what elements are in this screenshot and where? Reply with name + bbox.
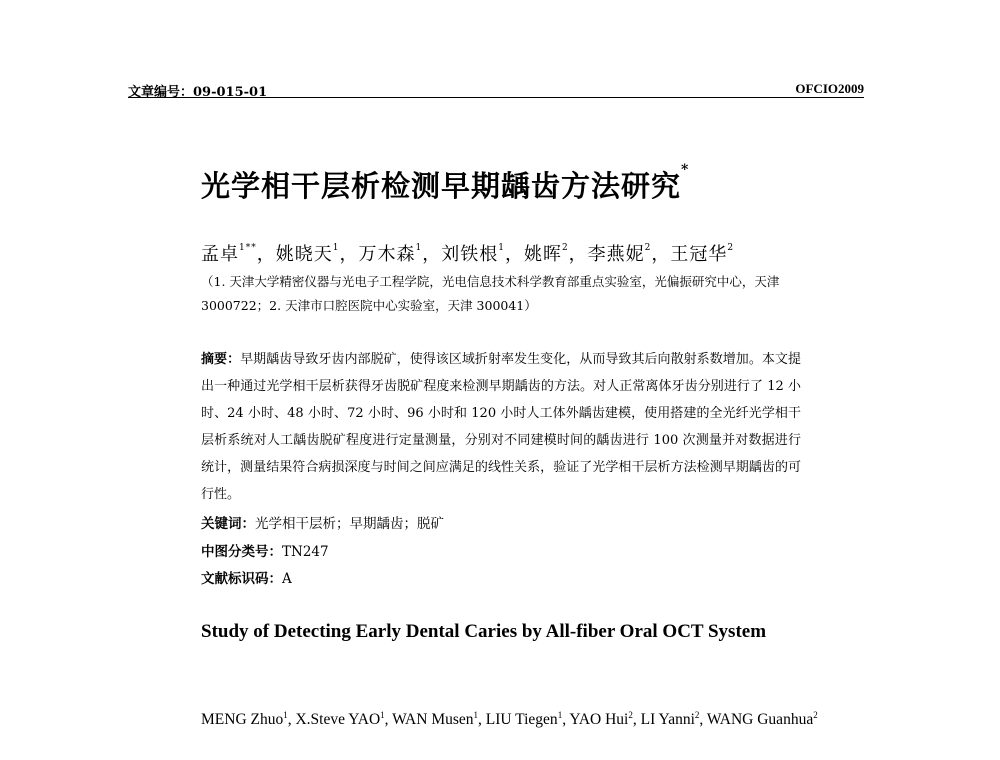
english-author-list bbox=[201, 702, 821, 733]
english-author-name: LIU Tiegen bbox=[485, 711, 558, 729]
english-author-affiliation-mark: 1 bbox=[380, 710, 385, 720]
author-separator: ， bbox=[339, 244, 359, 265]
english-author-name: MENG Zhuo bbox=[201, 711, 284, 729]
english-author-affiliation-mark: 2 bbox=[694, 710, 700, 720]
author-separator: ， bbox=[568, 244, 588, 265]
author-affiliation-mark: 2 bbox=[644, 243, 652, 253]
english-author-affiliation-mark: 1 bbox=[473, 710, 479, 720]
english-author-name: YAO Hui bbox=[569, 711, 629, 729]
classification-text: TN247 bbox=[282, 544, 329, 560]
title-footnote-mark: * bbox=[681, 162, 690, 178]
author-separator: ， bbox=[651, 244, 671, 265]
author-separator: ， bbox=[256, 244, 276, 265]
english-author-separator: , bbox=[384, 711, 393, 729]
article-number: 文章编号：09-015-01 bbox=[128, 85, 268, 100]
keywords-label: 关键词： bbox=[201, 516, 255, 532]
english-author-name: WAN Musen bbox=[392, 711, 474, 729]
author-name: 孟卓 bbox=[201, 244, 239, 265]
document-code-label: 文献标识码： bbox=[201, 571, 282, 587]
keywords bbox=[201, 512, 444, 532]
author-list bbox=[201, 240, 734, 266]
author-name: 刘铁根 bbox=[441, 244, 499, 265]
page-header bbox=[128, 79, 864, 98]
author-separator: ， bbox=[422, 244, 442, 265]
english-author-affiliation-mark: 2 bbox=[628, 710, 633, 720]
document-code bbox=[201, 567, 292, 587]
english-author-affiliation-mark: 2 bbox=[813, 710, 818, 720]
english-author-name: X.Steve YAO bbox=[295, 711, 381, 729]
conference-code: OFCIO2009 bbox=[795, 81, 864, 96]
author-name: 王冠华 bbox=[670, 244, 728, 265]
keywords-text: 光学相干层析；早期龋齿；脱矿 bbox=[255, 516, 444, 532]
author-name: 李燕妮 bbox=[587, 244, 645, 265]
english-author-name: LI Yanni bbox=[640, 711, 695, 729]
author-affiliation-mark: 2 bbox=[727, 243, 735, 253]
english-author-separator: , bbox=[699, 711, 707, 729]
paper-title-text: 光学相干层析检测早期龋齿方法研究 bbox=[201, 169, 682, 203]
author-name: 万木森 bbox=[358, 244, 416, 265]
author-affiliation-mark: 1 bbox=[415, 243, 423, 253]
english-author-separator: , bbox=[632, 711, 641, 729]
author-affiliation-mark: 2 bbox=[561, 243, 569, 253]
affiliation: （1. 天津大学精密仪器与光电子工程学院，光电信息技术科学教育部重点实验室，光偏振研究中心，天津 3000722；2. 天津市口腔医院中心实验室，天津 300041） bbox=[201, 274, 780, 313]
abstract-text: 早期龋齿导致牙齿内部脱矿，使得该区域折射率发生变化，从而导致其后向散射系数增加。本文提出一种通过光学相干层析获得牙齿脱矿程度来检测早期龋齿的方法。对人正常离体牙齿分别进行了 12 小时、24 小时、48 小时、72 小时、96 小时和 120 小时人工体外龋齿建模，使用搭建的全光纤光学相干层析系统对人工龋齿脱矿程度进行定量测量，分别对不同建模时间的龋齿进行 100 次测量并对数据进行统计，测量结果符合病损深度与时间之间应满足的线性关系，验证了光学相干层析方法检测早期龋齿的可行性。 bbox=[201, 352, 801, 502]
english-author-separator: , bbox=[478, 711, 486, 729]
classification bbox=[201, 540, 329, 560]
paper-title bbox=[201, 164, 689, 205]
author-separator: ， bbox=[504, 244, 524, 265]
abstract bbox=[201, 346, 801, 508]
english-author-separator: , bbox=[287, 711, 296, 729]
author-affiliation-mark: 1** bbox=[239, 243, 257, 253]
english-author-separator: , bbox=[562, 711, 570, 729]
author-affiliation-mark: 1 bbox=[332, 243, 340, 253]
english-title: Study of Detecting Early Dental Caries by All-fiber Oral OCT System bbox=[201, 621, 767, 642]
abstract-label: 摘要： bbox=[201, 352, 241, 367]
author-name: 姚晓天 bbox=[275, 244, 333, 265]
author-name: 姚晖 bbox=[523, 244, 562, 265]
english-author-affiliation-mark: 1 bbox=[557, 710, 563, 720]
document-code-text: A bbox=[282, 571, 292, 587]
classification-label: 中图分类号： bbox=[201, 544, 282, 560]
english-author-affiliation-mark: 1 bbox=[283, 710, 288, 720]
author-affiliation-mark: 1 bbox=[498, 243, 505, 253]
english-author-name: WANG Guanhua bbox=[706, 711, 814, 729]
